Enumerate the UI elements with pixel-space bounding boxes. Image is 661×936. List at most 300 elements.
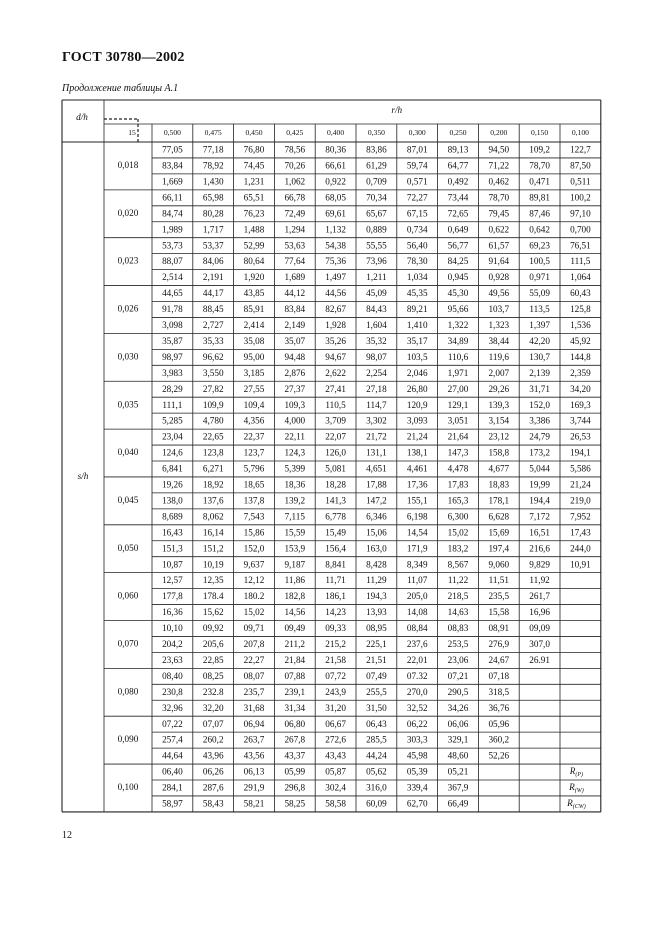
- table-cell: 2,622: [325, 367, 346, 378]
- table-cell: 44,24: [366, 750, 387, 761]
- table-cell: 43,96: [202, 750, 224, 761]
- table-cell: 32,20: [202, 702, 224, 713]
- table-cell: 05,87: [325, 766, 346, 777]
- table-cell: 7,172: [529, 511, 550, 522]
- table-cell: 17,36: [406, 479, 428, 490]
- table-cell: 110,5: [325, 399, 346, 410]
- table-cell: 71,22: [488, 160, 510, 171]
- table-cell: 257,4: [162, 734, 183, 745]
- table-cell: 155,1: [406, 495, 428, 506]
- table-cell: 18,83: [488, 479, 510, 490]
- table-cell: 6,841: [162, 463, 183, 474]
- table-cell: 23,04: [162, 431, 183, 442]
- table-cell: 8,428: [366, 559, 387, 570]
- table-cell: 98,97: [162, 351, 183, 362]
- table-cell: 65,51: [243, 192, 265, 203]
- table-cell: 49,56: [488, 288, 510, 299]
- table-cell: 45,09: [366, 288, 387, 299]
- table-cell: 4,780: [202, 415, 224, 426]
- table-cell: 35,17: [406, 335, 428, 346]
- table-cell: 137,6: [202, 495, 224, 506]
- table-cell: 72,65: [447, 208, 469, 219]
- table-cell: 24,79: [529, 431, 550, 442]
- table-cell: 06,43: [366, 718, 387, 729]
- table-cell: 111,5: [570, 256, 591, 267]
- s-over-h-value: 0,050: [117, 542, 139, 553]
- table-cell: 4,461: [406, 463, 428, 474]
- table-cell: 27,37: [284, 383, 306, 394]
- table-cell: 4,478: [447, 463, 469, 474]
- table-cell: 163,0: [366, 543, 387, 554]
- table-cell: 125,8: [570, 304, 591, 315]
- table-cell: 1,132: [325, 224, 346, 235]
- table-cell: 66,78: [284, 192, 306, 203]
- table-cell: 43,43: [325, 750, 346, 761]
- s-over-h-value: 0,018: [117, 160, 139, 171]
- table-cell: 08,40: [162, 670, 183, 681]
- table-cell: 111,1: [162, 399, 183, 410]
- table-cell: 138,1: [406, 447, 428, 458]
- table-cell: 4,000: [284, 415, 306, 426]
- table-cell: 9,829: [529, 559, 550, 570]
- table-cell: 87,50: [570, 160, 591, 171]
- table-cell: 225,1: [366, 639, 387, 650]
- legend-symbol: $R_{(P)}$: [569, 766, 584, 779]
- table-cell: 65,98: [202, 192, 224, 203]
- table-cell: 0,709: [366, 176, 387, 187]
- table-cell: 178,1: [488, 495, 510, 506]
- table-cell: 1,928: [325, 320, 346, 331]
- table-cell: 4,677: [488, 463, 510, 474]
- table-cell: 97,10: [570, 208, 591, 219]
- table-cell: 87,01: [406, 144, 428, 155]
- table-cell: 61,57: [488, 240, 510, 251]
- table-cell: 45,30: [447, 288, 469, 299]
- table-cell: 2,359: [570, 367, 591, 378]
- table-cell: 9,060: [488, 559, 510, 570]
- table-cell: 58,58: [325, 798, 346, 809]
- table-cell: 263,7: [243, 734, 265, 745]
- table-cell: 4,356: [243, 415, 265, 426]
- table-cell: 144,8: [570, 351, 591, 362]
- table-cell: 17,88: [366, 479, 387, 490]
- table-cell: 19,26: [162, 479, 183, 490]
- table-cell: 15,06: [366, 527, 387, 538]
- table-cell: 06,06: [447, 718, 469, 729]
- table-cell: 14,08: [406, 607, 428, 618]
- table-cell: 08,83: [447, 623, 469, 634]
- table-cell: 1,064: [570, 272, 591, 283]
- column-header: 0,350: [367, 127, 385, 137]
- table-cell: 21,72: [366, 431, 387, 442]
- table-cell: 52,26: [488, 750, 510, 761]
- table-cell: 06,26: [202, 766, 224, 777]
- table-cell: 16,96: [529, 607, 550, 618]
- table-cell: 69,23: [529, 240, 550, 251]
- table-cell: 65,67: [366, 208, 387, 219]
- table-cell: 109,9: [202, 399, 224, 410]
- table-cell: 06,67: [325, 718, 346, 729]
- table-cell: 07,72: [325, 670, 346, 681]
- table-cell: 11,71: [325, 575, 346, 586]
- table-cell: 8,841: [325, 559, 346, 570]
- table-cell: 194,3: [366, 591, 387, 602]
- table-cell: 1,430: [202, 176, 224, 187]
- table-cell: 6,300: [447, 511, 469, 522]
- table-cell: 53,63: [284, 240, 306, 251]
- table-cell: 27,41: [325, 383, 346, 394]
- table-cell: 211,2: [284, 639, 305, 650]
- table-cell: 5,081: [325, 463, 346, 474]
- table-cell: 73,96: [366, 256, 387, 267]
- table-cell: 123,8: [202, 447, 224, 458]
- table-cell: 1,294: [284, 224, 306, 235]
- table-cell: 26,80: [406, 383, 428, 394]
- table-cell: 14,56: [284, 607, 306, 618]
- table-cell: 0,492: [447, 176, 469, 187]
- table-cell: 80,36: [325, 144, 346, 155]
- table-cell: 244,0: [570, 543, 591, 554]
- table-cell: 91,64: [488, 256, 510, 267]
- table-cell: 22,65: [202, 431, 224, 442]
- table-cell: 6,346: [366, 511, 387, 522]
- table-cell: 165,3: [447, 495, 469, 506]
- table-cell: 156,4: [325, 543, 346, 554]
- table-cell: 158,8: [488, 447, 510, 458]
- table-cell: 89,81: [529, 192, 550, 203]
- table-cell: 07,49: [366, 670, 387, 681]
- table-cell: 44,56: [325, 288, 346, 299]
- table-cell: 285,5: [366, 734, 387, 745]
- table-cell: 83,86: [366, 144, 387, 155]
- table-cell: 152,0: [529, 399, 550, 410]
- table-cell: 45,92: [570, 335, 591, 346]
- table-cell: 07,07: [202, 718, 224, 729]
- column-header: 0,200: [490, 127, 508, 137]
- table-cell: 255,5: [366, 686, 387, 697]
- table-cell: 09,09: [529, 623, 550, 634]
- table-cell: 58,97: [162, 798, 183, 809]
- table-cell: 2,727: [202, 320, 224, 331]
- table-cell: 55,55: [366, 240, 387, 251]
- table-cell: 85,91: [243, 304, 265, 315]
- table-cell: 94,48: [284, 351, 306, 362]
- table-cell: 5,586: [570, 463, 591, 474]
- table-cell: 32,96: [162, 702, 183, 713]
- table-cell: 12,35: [202, 575, 224, 586]
- table-cell: 0,945: [447, 272, 469, 283]
- table-cell: 87,46: [529, 208, 550, 219]
- table-cell: 3,302: [366, 415, 387, 426]
- table-cell: 54,38: [325, 240, 346, 251]
- column-header: 0,250: [449, 127, 467, 137]
- table-cell: 44,17: [202, 288, 224, 299]
- table-cell: 243,9: [325, 686, 346, 697]
- table-cell: 109,4: [243, 399, 265, 410]
- table-cell: 66,49: [447, 798, 469, 809]
- table-cell: 22,01: [406, 654, 428, 665]
- s-over-h-value: 0,023: [117, 255, 139, 266]
- table-cell: 11,86: [284, 575, 305, 586]
- table-cell: 35,26: [325, 335, 346, 346]
- table-cell: 0,649: [447, 224, 469, 235]
- table-cell: 3,185: [243, 367, 265, 378]
- table-cell: 218,5: [447, 591, 469, 602]
- table-cell: 31,20: [325, 702, 346, 713]
- table-cell: 78,30: [406, 256, 428, 267]
- table-cell: 2,254: [366, 367, 387, 378]
- table-cell: 15,86: [243, 527, 265, 538]
- table-cell: 76,23: [243, 208, 265, 219]
- page-number: 12: [62, 830, 72, 841]
- s-over-h-value: 0,060: [117, 590, 139, 601]
- table-cell: 16,51: [529, 527, 550, 538]
- table-cell: 26,53: [570, 431, 591, 442]
- table-cell: 88,45: [202, 304, 224, 315]
- table-cell: 53,73: [162, 240, 183, 251]
- s-over-h-value: 0,030: [117, 351, 139, 362]
- table-cell: 2,414: [243, 320, 265, 331]
- table-cell: 21,24: [570, 479, 591, 490]
- table-cell: 5,399: [284, 463, 306, 474]
- table-cell: 84,43: [366, 304, 387, 315]
- table-cell: 74,45: [243, 160, 265, 171]
- table-cell: 95,66: [447, 304, 469, 315]
- table-cell: 138,0: [162, 495, 183, 506]
- data-table: [62, 100, 601, 819]
- table-cell: 109,2: [529, 144, 550, 155]
- table-cell: 14,63: [447, 607, 469, 618]
- table-cell: 1,410: [406, 320, 428, 331]
- table-cell: 204,2: [162, 639, 183, 650]
- table-cell: 1,604: [366, 320, 387, 331]
- table-cell: 169,3: [570, 399, 591, 410]
- table-cell: 35,07: [284, 335, 306, 346]
- table-cell: 44,64: [162, 750, 183, 761]
- table-cell: 215,2: [325, 639, 346, 650]
- table-cell: 21,64: [447, 431, 469, 442]
- table-cell: 1,034: [406, 272, 428, 283]
- table-cell: 6,271: [202, 463, 224, 474]
- table-cell: 270,0: [406, 686, 428, 697]
- table-cell: 183,2: [447, 543, 469, 554]
- table-cell: 61,29: [366, 160, 387, 171]
- table-cell: 3,709: [325, 415, 346, 426]
- table-cell: 22,85: [202, 654, 224, 665]
- table-cell: 139,3: [488, 399, 510, 410]
- table-cell: 100,2: [570, 192, 591, 203]
- table-cell: 152,0: [243, 543, 265, 554]
- s-over-h-value: 0,090: [117, 734, 139, 745]
- table-cell: 1,536: [570, 320, 591, 331]
- table-cell: 103,7: [488, 304, 510, 315]
- table-cell: 76,80: [243, 144, 265, 155]
- table-cell: 8,062: [202, 511, 224, 522]
- table-cell: 124,6: [162, 447, 183, 458]
- table-cell: 5,796: [243, 463, 265, 474]
- table-cell: 16,43: [162, 527, 183, 538]
- table-cell: 22,37: [243, 431, 265, 442]
- table-cell: 23,63: [162, 654, 183, 665]
- table-cell: 230,8: [162, 686, 183, 697]
- table-cell: 114,7: [366, 399, 387, 410]
- table-cell: 8,689: [162, 511, 183, 522]
- table-cell: 35,08: [243, 335, 265, 346]
- column-header: 0,100: [571, 127, 589, 137]
- table-cell: 3,550: [202, 367, 224, 378]
- table-cell: 3,093: [406, 415, 428, 426]
- table-cell: 18,92: [202, 479, 224, 490]
- table-cell: 19,99: [529, 479, 550, 490]
- table-cell: 07.32: [406, 670, 428, 681]
- table-cell: 2,149: [284, 320, 306, 331]
- table-cell: 15,59: [284, 527, 306, 538]
- table-cell: 07,21: [447, 670, 469, 681]
- table-cell: 100,5: [529, 256, 550, 267]
- table-cell: 83,84: [162, 160, 183, 171]
- table-cell: 26.91: [529, 654, 550, 665]
- table-cell: 239,1: [284, 686, 306, 697]
- table-cell: 12,57: [162, 575, 183, 586]
- table-cell: 14,54: [406, 527, 428, 538]
- table-cell: 21,51: [366, 654, 387, 665]
- table-cell: 52,99: [243, 240, 265, 251]
- table-cell: 66,61: [325, 160, 346, 171]
- table-cell: 1,062: [284, 176, 306, 187]
- table-cell: 17,83: [447, 479, 469, 490]
- table-cell: 13,93: [366, 607, 387, 618]
- table-cell: 194,4: [529, 495, 550, 506]
- table-cell: 84,06: [202, 256, 224, 267]
- table-cell: 89,13: [447, 144, 469, 155]
- table-cell: 0,928: [488, 272, 510, 283]
- table-cell: 1,231: [243, 176, 265, 187]
- column-header: 0,150: [531, 127, 549, 137]
- table-cell: 0,622: [488, 224, 510, 235]
- table-cell: 22,27: [243, 654, 265, 665]
- header-r-over-h: r/h: [391, 105, 403, 116]
- table-cell: 124,3: [284, 447, 306, 458]
- table-cell: 06,40: [162, 766, 183, 777]
- table-cell: 58,21: [243, 798, 265, 809]
- header-d-over-h: d/h: [76, 112, 88, 123]
- table-cell: 1,397: [529, 320, 550, 331]
- table-cell: 77,18: [202, 144, 224, 155]
- table-cell: 67,15: [406, 208, 428, 219]
- table-cell: 318,5: [488, 686, 510, 697]
- table-cell: 119,6: [488, 351, 509, 362]
- table-cell: 0,462: [488, 176, 510, 187]
- table-cell: 06,94: [243, 718, 265, 729]
- table-cell: 21,24: [406, 431, 428, 442]
- table-cell: 339,4: [406, 782, 428, 793]
- table-cell: 6,628: [488, 511, 510, 522]
- table-cell: 08,25: [202, 670, 224, 681]
- table-cell: 76,51: [570, 240, 591, 251]
- table-cell: 95,00: [243, 351, 265, 362]
- table-cell: 23,12: [488, 431, 510, 442]
- table-cell: 123,7: [243, 447, 265, 458]
- table-cell: 29,26: [488, 383, 510, 394]
- table-cell: 75,36: [325, 256, 346, 267]
- table-cell: 177,8: [162, 591, 183, 602]
- table-cell: 232.8: [202, 686, 224, 697]
- table-cell: 15,02: [243, 607, 265, 618]
- table-cell: 296,8: [284, 782, 306, 793]
- table-cell: 17,43: [570, 527, 591, 538]
- table-cell: 0,971: [529, 272, 550, 283]
- table-cell: 69,61: [325, 208, 346, 219]
- table-cell: 113,5: [529, 304, 550, 315]
- table-cell: 80,64: [243, 256, 265, 267]
- table-cell: 6,778: [325, 511, 346, 522]
- table-cell: 45,98: [406, 750, 428, 761]
- table-cell: 260,2: [202, 734, 224, 745]
- table-cell: 77,05: [162, 144, 183, 155]
- table-cell: 307,0: [529, 639, 550, 650]
- table-cell: 18,28: [325, 479, 346, 490]
- table-cell: 78,92: [202, 160, 224, 171]
- table-cell: 07,18: [488, 670, 510, 681]
- table-cell: 56,77: [447, 240, 469, 251]
- table-cell: 05,99: [284, 766, 306, 777]
- table-cell: 70,34: [366, 192, 387, 203]
- table-cell: 18,65: [243, 479, 265, 490]
- s-over-h-value: 0,020: [117, 207, 139, 218]
- table-cell: 28,29: [162, 383, 183, 394]
- table-cell: 9,187: [284, 559, 306, 570]
- table-cell: 21,58: [325, 654, 346, 665]
- table-cell: 147,2: [366, 495, 387, 506]
- table-cell: 36,76: [488, 702, 510, 713]
- table-cell: 73,44: [447, 192, 469, 203]
- table-cell: 0,889: [366, 224, 387, 235]
- table-cell: 10,10: [162, 623, 183, 634]
- table-cell: 14,23: [325, 607, 346, 618]
- table-cell: 216,6: [529, 543, 550, 554]
- table-cell: 31,71: [529, 383, 550, 394]
- table-cell: 15,69: [488, 527, 510, 538]
- table-cell: 147,3: [447, 447, 469, 458]
- table-cell: 78,70: [529, 160, 550, 171]
- table-cell: 186,1: [325, 591, 346, 602]
- table-cell: 360,2: [488, 734, 510, 745]
- table-cell: 59,74: [406, 160, 428, 171]
- header-corner-value: 15: [128, 127, 136, 137]
- table-cell: 235,7: [243, 686, 265, 697]
- table-cell: 34,20: [570, 383, 591, 394]
- table-cell: 05,62: [366, 766, 387, 777]
- table-cell: 84,25: [447, 256, 469, 267]
- column-header: 0,475: [204, 127, 222, 137]
- table-cell: 182,8: [284, 591, 306, 602]
- table-cell: 1,211: [366, 272, 387, 283]
- table-cell: 272,6: [325, 734, 346, 745]
- table-cell: 15,02: [447, 527, 469, 538]
- table-cell: 129,1: [447, 399, 469, 410]
- table-cell: 96,62: [202, 351, 224, 362]
- column-header: 0,425: [286, 127, 304, 137]
- table-cell: 06,80: [284, 718, 306, 729]
- table-cell: 3,983: [162, 367, 183, 378]
- table-cell: 235,5: [488, 591, 510, 602]
- table-cell: 70,26: [284, 160, 306, 171]
- table-cell: 89,21: [406, 304, 428, 315]
- table-cell: 08,84: [406, 623, 428, 634]
- table-cell: 329,1: [447, 734, 469, 745]
- table-cell: 0,922: [325, 176, 346, 187]
- table-cell: 23,06: [447, 654, 469, 665]
